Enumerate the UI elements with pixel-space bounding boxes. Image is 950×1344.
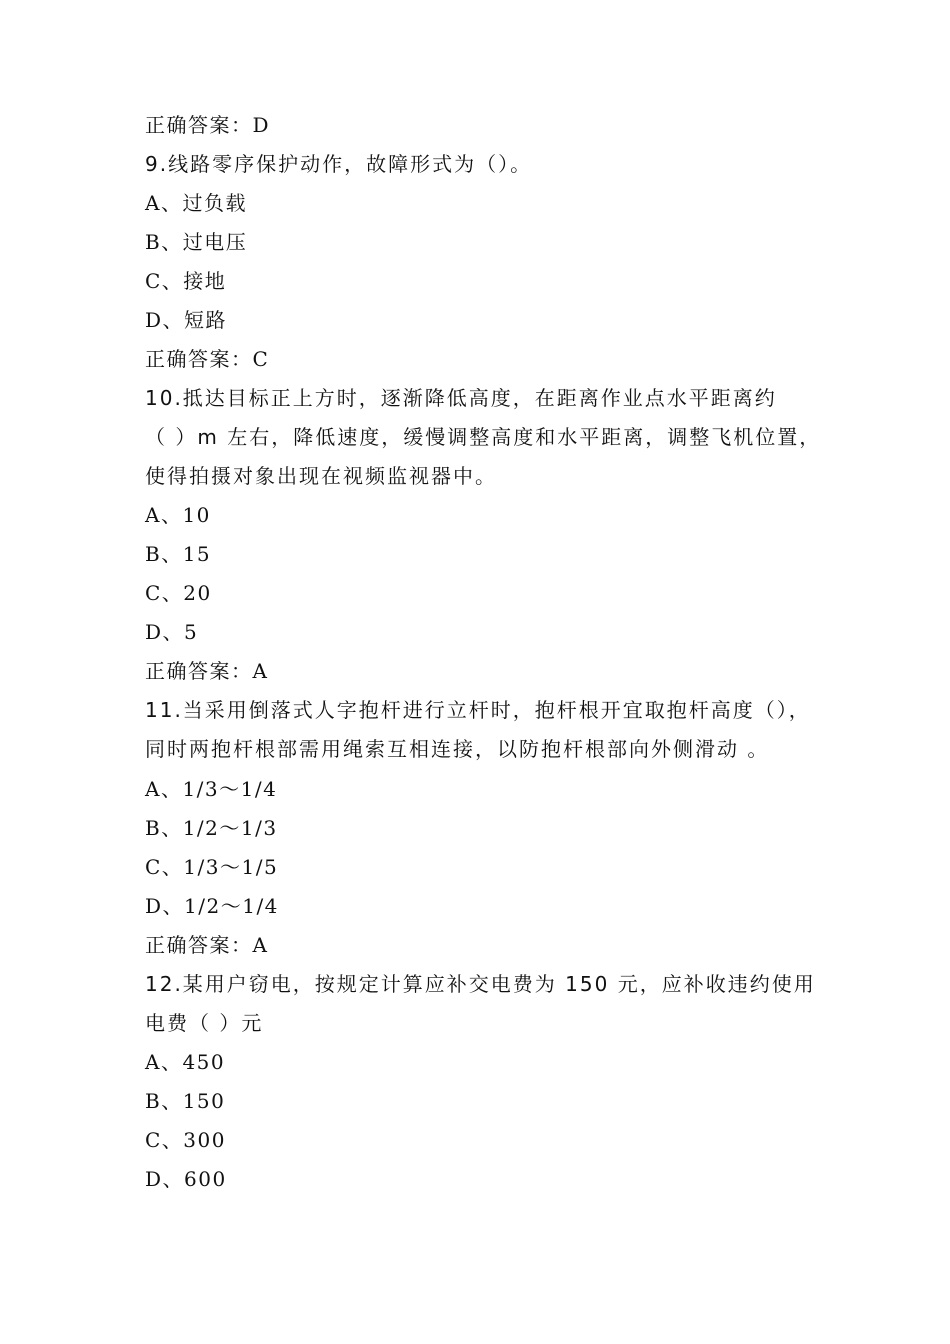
option-c: C、接地 [145, 269, 227, 293]
option-d: D、短路 [145, 308, 228, 332]
question-10-text-cont: 使得拍摄对象出现在视频监视器中。 [145, 464, 497, 488]
question-11-text-cont: 同时两抱杆根部需用绳索互相连接，以防抱杆根部向外侧滑动 。 [145, 737, 770, 761]
option-b: B、过电压 [145, 230, 248, 254]
option-d: D、600 [145, 1167, 227, 1191]
question-10-text: 10.抵达目标正上方时，逐渐降低高度，在距离作业点水平距离约 [145, 386, 777, 410]
option-a: A、过负载 [145, 191, 247, 215]
option-d: D、1/2～1/4 [145, 894, 279, 918]
question-12-text-cont: 电费（ ）元 [145, 1011, 264, 1035]
question-9-text: 9.线路零序保护动作，故障形式为（）。 [145, 152, 533, 176]
question-12-text: 12.某用户窃电，按规定计算应补交电费为 150 元，应补收违约使用 [145, 972, 816, 996]
answer-line: 正确答案：A [145, 933, 269, 957]
option-c: C、300 [145, 1128, 226, 1152]
option-a: A、10 [145, 503, 211, 527]
answer-line: 正确答案：A [145, 659, 269, 683]
answer-line: 正确答案：D [145, 113, 271, 137]
option-c: C、1/3～1/5 [145, 855, 279, 879]
option-a: A、450 [145, 1050, 226, 1074]
question-11-text: 11.当采用倒落式人字抱杆进行立杆时，抱杆根开宜取抱杆高度（）， [145, 698, 811, 722]
option-b: B、15 [145, 542, 212, 566]
option-a: A、1/3～1/4 [145, 777, 278, 801]
option-c: C、20 [145, 581, 212, 605]
option-b: B、1/2～1/3 [145, 816, 278, 840]
option-d: D、5 [145, 620, 199, 644]
answer-line: 正确答案：C [145, 347, 270, 371]
question-10-text-cont: （ ）m 左右，降低速度，缓慢调整高度和水平距离，调整飞机位置， [145, 425, 822, 449]
option-b: B、150 [145, 1089, 226, 1113]
